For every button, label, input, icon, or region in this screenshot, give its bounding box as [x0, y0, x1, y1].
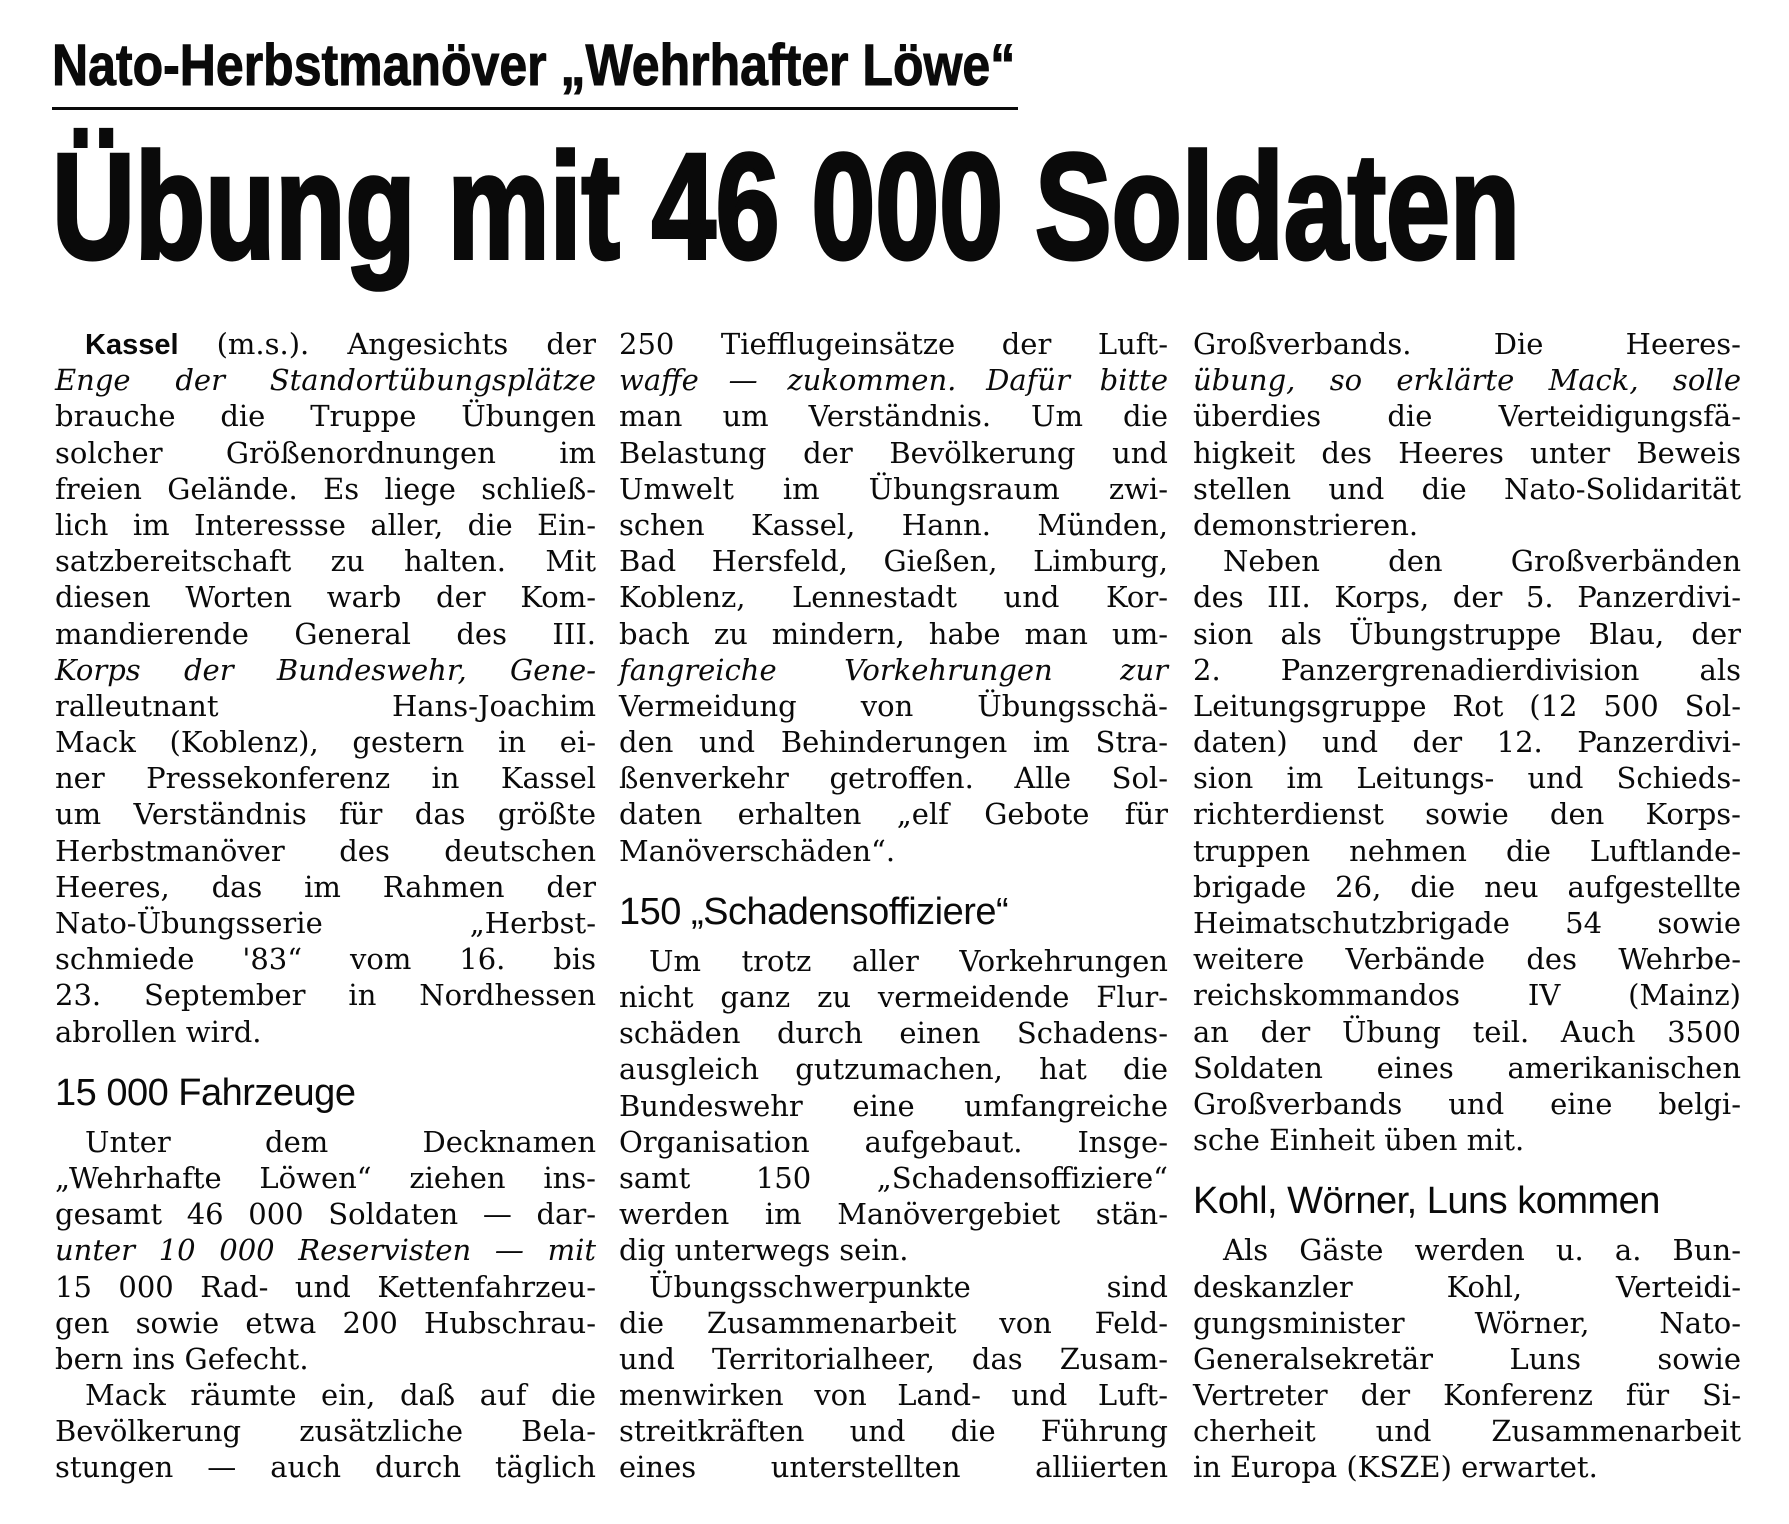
text-line: diesen Worten warb der Kom-	[55, 580, 596, 615]
text-line: ßenverkehr getroffen. Alle Sol-	[619, 761, 1168, 796]
article-column-2	[619, 326, 1168, 1486]
text-line: sion im Leitungs- und Schieds-	[1193, 761, 1741, 796]
text-line: Unter dem Decknamen	[85, 1124, 596, 1159]
text-line: übung, so erklärte Mack, solle	[1193, 363, 1741, 398]
text-line: Bad Hersfeld, Gießen, Limburg,	[619, 544, 1168, 579]
text-line: abrollen wird.	[55, 1014, 262, 1049]
text-line: Mack räumte ein, daß auf die	[85, 1378, 596, 1413]
text-line: streitkräften und die Führung	[619, 1414, 1168, 1449]
text-line: 2. Panzergrenadierdivision als	[1193, 652, 1741, 687]
text-line: deskanzler Kohl, Verteidi-	[1193, 1269, 1741, 1304]
text-line: unter 10 000 Reservisten — mit	[55, 1233, 596, 1268]
text-line: „Wehrhafte Löwen“ ziehen ins-	[55, 1160, 596, 1195]
text-line: Enge der Standortübungsplätze	[55, 363, 596, 398]
text-line: nicht ganz zu vermeidende Flur-	[619, 980, 1168, 1014]
kicker-underline	[52, 107, 1018, 110]
text-line: Soldaten eines amerikanischen	[1193, 1050, 1741, 1085]
text-line: Bevölkerung zusätzliche Bela-	[55, 1414, 596, 1449]
dateline-location: Kassel	[85, 329, 179, 361]
text-line: Herbstmanöver des deutschen	[55, 833, 596, 868]
text-line: mandierende General des III.	[55, 616, 596, 651]
text-line: Vertreter der Konferenz für Si-	[1193, 1378, 1741, 1413]
text-line: Generalsekretär Luns sowie	[1193, 1341, 1741, 1376]
text-line: des III. Korps, der 5. Panzerdivi-	[1193, 580, 1741, 615]
text-line: Übungsschwerpunkte sind	[649, 1269, 1168, 1304]
text-line: gungsminister Wörner, Nato-	[1193, 1305, 1741, 1340]
text-line: Organisation aufgebaut. Insge-	[619, 1124, 1168, 1159]
text-line: ausgleich gutzumachen, hat die	[619, 1052, 1168, 1087]
text-line: solcher Größenordnungen im	[55, 435, 596, 470]
text-line: fangreiche Vorkehrungen zur	[619, 652, 1168, 687]
text-line: daten erhalten „elf Gebote für	[619, 797, 1168, 832]
text-line: daten) und der 12. Panzerdivi-	[1193, 725, 1741, 760]
text-line: schmiede '83“ vom 16. bis	[55, 942, 596, 977]
text-line: Koblenz, Lennestadt und Kor-	[619, 580, 1168, 615]
text-line: freien Gelände. Es liege schließ-	[55, 471, 596, 506]
text-line: stungen — auch durch täglich	[55, 1450, 596, 1485]
text-line: Heeres, das im Rahmen der	[55, 869, 596, 904]
text-line: in Europa (KSZE) erwartet.	[1193, 1450, 1598, 1485]
article-column-1	[55, 326, 596, 1486]
text-line: überdies die Verteidigungsfä-	[1193, 399, 1741, 434]
text-line: sion als Übungstruppe Blau, der	[1193, 616, 1741, 651]
text-line: lich im Interessse aller, die Ein-	[55, 507, 596, 542]
text-line: die Zusammenarbeit von Feld-	[619, 1305, 1168, 1340]
text-line: eines unterstellten alliierten	[619, 1450, 1168, 1485]
text-line: waffe — zukommen. Dafür bitte	[619, 363, 1168, 398]
text-line: Vermeidung von Übungsschä-	[619, 688, 1168, 723]
main-headline: Übung mit 46 000 Soldaten	[52, 122, 1521, 290]
text-line: und Territorialheer, das Zusam-	[619, 1341, 1168, 1376]
text-line: stellen und die Nato-Solidarität	[1193, 471, 1741, 506]
text-line: schen Kassel, Hann. Münden,	[619, 507, 1168, 542]
text-line: Großverbands und eine belgi-	[1193, 1086, 1741, 1121]
text-line: Neben den Großverbänden	[1223, 544, 1741, 579]
text-line: man um Verständnis. Um die	[619, 399, 1168, 434]
text-line: ralleutnant Hans-Joachim	[55, 688, 596, 723]
kicker-headline: Nato-Herbstmanöver „Wehrhafter Löwe“	[52, 33, 1016, 98]
text-line: den und Behinderungen im Stra-	[619, 725, 1168, 760]
text-line: 15 000 Rad- und Kettenfahrzeu-	[55, 1269, 596, 1304]
section-subheading: 15 000 Fahrzeuge	[55, 1071, 356, 1114]
text-line: Korps der Bundeswehr, Gene-	[55, 652, 596, 687]
text-line: satzbereitschaft zu halten. Mit	[55, 544, 596, 579]
text-line: Mack (Koblenz), gestern in ei-	[55, 725, 596, 760]
text-line-content: (m.s.). Angesichts der	[178, 327, 596, 361]
text-line: demonstrieren.	[1193, 507, 1419, 542]
text-line: bach zu mindern, habe man um-	[619, 616, 1168, 651]
article-column-3	[1193, 326, 1741, 1486]
text-line: Leitungsgruppe Rot (12 500 Sol-	[1193, 688, 1741, 723]
text-line: schäden durch einen Schadens-	[619, 1016, 1168, 1051]
text-line: Als Gäste werden u. a. Bun-	[1223, 1233, 1741, 1268]
text-line: Manöverschäden“.	[619, 833, 896, 868]
section-subheading: 150 „Schadensoffiziere“	[619, 890, 1009, 933]
text-line: Umwelt im Übungsraum zwi-	[619, 471, 1168, 506]
text-line: weitere Verbände des Wehrbe-	[1193, 942, 1741, 977]
text-line: 23. September in Nordhessen	[55, 978, 596, 1013]
text-line: brauche die Truppe Übungen	[55, 399, 596, 434]
text-line	[55, 326, 596, 362]
text-line: menwirken von Land- und Luft-	[619, 1378, 1168, 1413]
text-line: richterdienst sowie den Korps-	[1193, 797, 1741, 832]
text-line: ner Pressekonferenz in Kassel	[55, 761, 596, 796]
text-line: 250 Tiefflugeinsätze der Luft-	[619, 327, 1168, 361]
text-line: reichskommandos IV (Mainz)	[1193, 978, 1741, 1013]
text-line: samt 150 „Schadensoffiziere“	[619, 1160, 1168, 1195]
text-line: um Verständnis für das größte	[55, 797, 596, 832]
text-line: werden im Manövergebiet stän-	[619, 1197, 1168, 1232]
text-line: dig unterwegs sein.	[619, 1233, 909, 1268]
text-line: Nato-Übungsserie „Herbst-	[55, 906, 596, 940]
text-line: gesamt 46 000 Soldaten — dar-	[55, 1197, 596, 1232]
text-line: brigade 26, die neu aufgestellte	[1193, 869, 1741, 904]
section-subheading: Kohl, Wörner, Luns kommen	[1193, 1180, 1660, 1223]
text-line: cherheit und Zusammenarbeit	[1193, 1414, 1741, 1449]
text-line: higkeit des Heeres unter Beweis	[1193, 435, 1741, 470]
text-line: Um trotz aller Vorkehrungen	[649, 943, 1168, 978]
text-line: Bundeswehr eine umfangreiche	[619, 1088, 1168, 1123]
text-line: sche Einheit üben mit.	[1193, 1123, 1525, 1158]
text-line: bern ins Gefecht.	[55, 1341, 309, 1376]
text-line: an der Übung teil. Auch 3500	[1193, 1014, 1741, 1049]
text-line: Großverbands. Die Heeres-	[1193, 327, 1741, 361]
text-line: truppen nehmen die Luftlande-	[1193, 833, 1741, 868]
text-line: Belastung der Bevölkerung und	[619, 435, 1168, 470]
text-line: Heimatschutzbrigade 54 sowie	[1193, 906, 1741, 940]
text-line: gen sowie etwa 200 Hubschrau-	[55, 1305, 596, 1340]
